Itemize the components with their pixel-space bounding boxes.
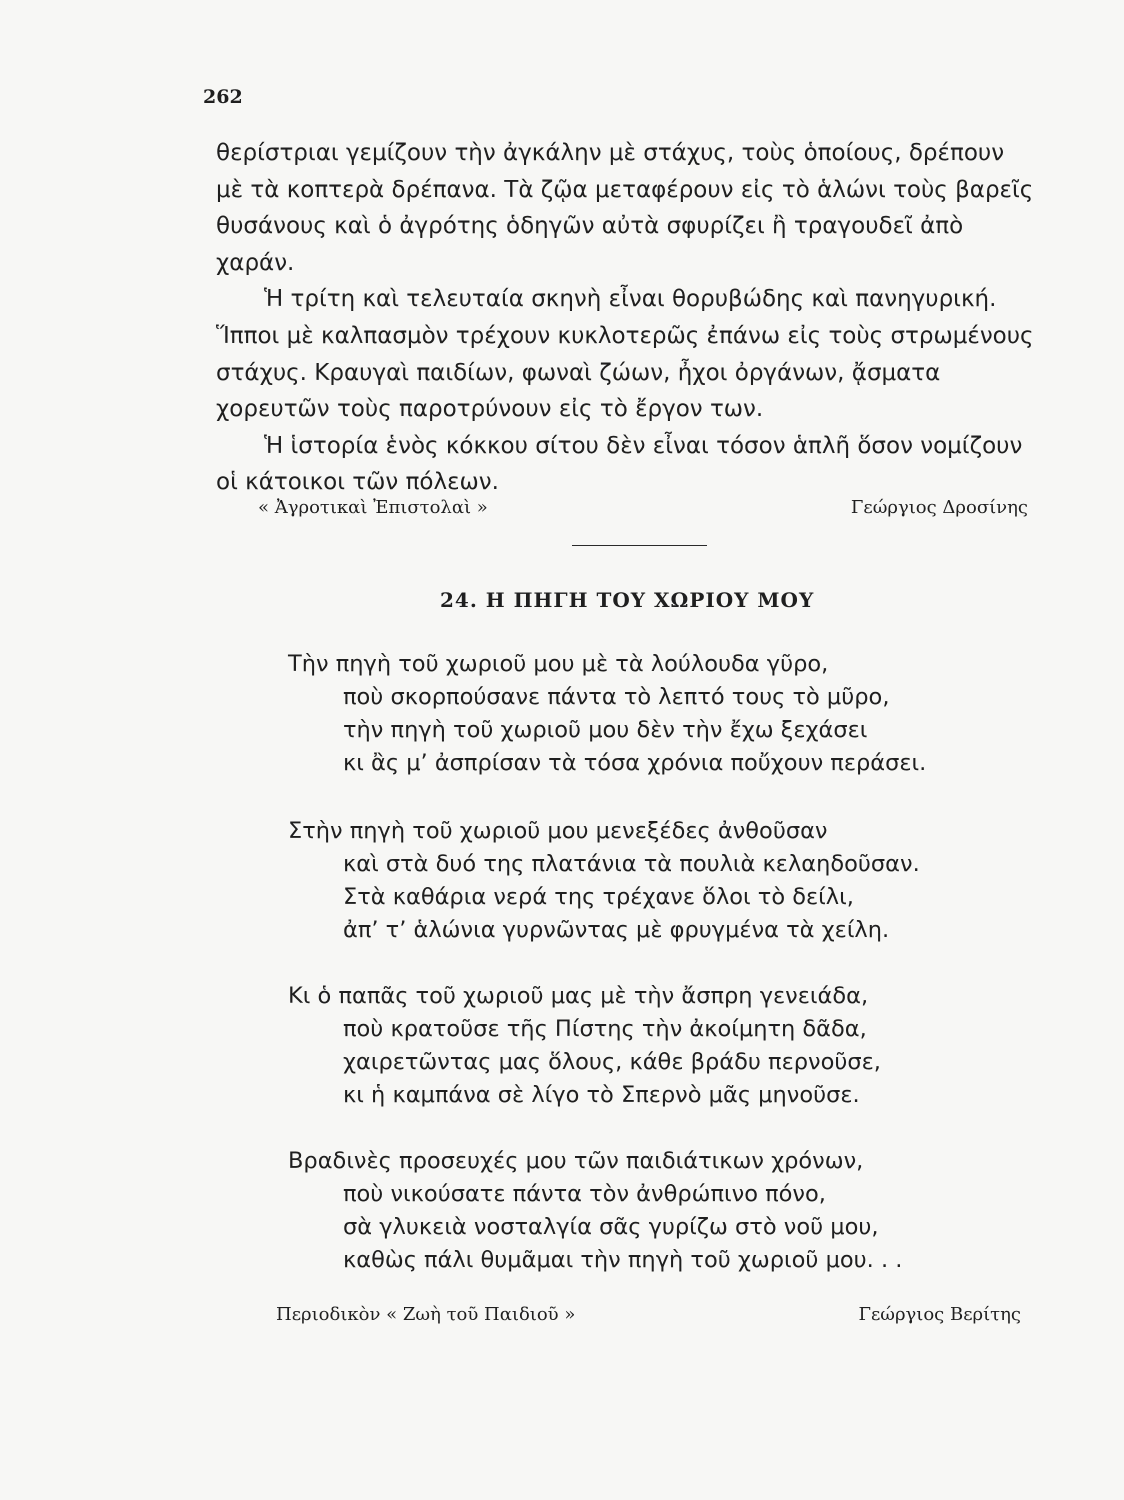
poem-line: τὴν πηγὴ τοῦ χωριοῦ μου δὲν τὴν ἔχω ξεχάσει <box>343 717 868 743</box>
poem-line: χαιρετῶντας μας ὅλους, κάθε βράδυ περνοῦσε, <box>343 1049 881 1075</box>
section-divider <box>572 545 707 546</box>
poem-stanza <box>288 815 1008 947</box>
attribution-veritis <box>276 1304 1021 1325</box>
poem-line: καθὼς πάλι θυμᾶμαι τὴν πηγὴ τοῦ χωριοῦ μου. . . <box>343 1247 903 1273</box>
attribution-source: Περιοδικὸν « Ζωὴ τοῦ Παιδιοῦ » <box>276 1304 576 1325</box>
prose-paragraph: Ἡ τρίτη καὶ τελευταία σκηνὴ εἶναι θορυβώδης καὶ πανηγυρική. Ἵπποι μὲ καλπασμὸν τρέχουν κυκλοτερῶς ἐπάνω εἰς τοὺς στρωμένους στάχυς. Κραυγαὶ παιδίων, φωναὶ ζώων, ἦχοι ὀργάνων, ᾄσματα χορευτῶν τοὺς παροτρύνουν εἰς τὸ ἔργον των. <box>216 286 1034 423</box>
poem-line: καὶ στὰ δυό της πλατάνια τὰ πουλιὰ κελαηδοῦσαν. <box>343 851 920 877</box>
attribution-source: « Ἀγροτικαὶ Ἐπιστολαὶ » <box>258 497 488 518</box>
attribution-author: Γεώργιος Βερίτης <box>858 1304 1021 1325</box>
attribution-author: Γεώργιος Δροσίνης <box>850 497 1028 518</box>
poem-line: Κι ὁ παπᾶς τοῦ χωριοῦ μας μὲ τὴν ἄσπρη γενειάδα, <box>288 983 869 1009</box>
poem-line: κι ἡ καμπάνα σὲ λίγο τὸ Σπερνὸ μᾶς μηνοῦσε. <box>343 1082 860 1108</box>
poem-line: ποὺ σκορπούσανε πάντα τὸ λεπτό τους τὸ μῦρο, <box>343 684 890 710</box>
prose-paragraph: θερίστριαι γεμίζουν τὴν ἀγκάλην μὲ στάχυς, τοὺς ὁποίους, δρέπουν μὲ τὰ κοπτερὰ δρέπανα. Τὰ ζῷα μεταφέρουν εἰς τὸ ἁλώνι τοὺς βαρεῖς θυσάνους καὶ ὁ ἀγρότης ὁδηγῶν αὐτὰ σφυρίζει ἢ τραγουδεῖ ἀπὸ χαράν. <box>216 140 1034 276</box>
poem-line: Βραδινὲς προσευχές μου τῶν παιδιάτικων χρόνων, <box>288 1148 864 1174</box>
page-number: 262 <box>203 86 243 108</box>
prose-section <box>216 135 1036 501</box>
poem-line: Τὴν πηγὴ τοῦ χωριοῦ μου μὲ τὰ λούλουδα γῦρο, <box>288 651 829 677</box>
poem-line: ἀπ’ τ’ ἁλώνια γυρνῶντας μὲ φρυγμένα τὰ χείλη. <box>343 917 890 943</box>
poem-line: Στὴν πηγὴ τοῦ χωριοῦ μου μενεξέδες ἀνθοῦσαν <box>288 818 828 844</box>
attribution-drosinis <box>258 497 1028 518</box>
poem-title: 24. Η ΠΗΓΗ ΤΟΥ ΧΩΡΙΟΥ ΜΟΥ <box>440 588 815 612</box>
poem-stanza <box>288 648 1008 780</box>
poem-line: σὰ γλυκειὰ νοσταλγία σᾶς γυρίζω στὸ νοῦ μου, <box>343 1214 879 1240</box>
prose-paragraph: Ἡ ἱστορία ἑνὸς κόκκου σίτου δὲν εἶναι τόσον ἁπλῆ ὅσον νομίζουν οἱ κάτοικοι τῶν πόλεων. <box>216 432 1023 496</box>
poem-line: κι ἂς μ’ ἀσπρίσαν τὰ τόσα χρόνια ποὔχουν περάσει. <box>343 750 927 776</box>
poem-stanza <box>288 980 1008 1112</box>
poem-line: ποὺ κρατοῦσε τῆς Πίστης τὴν ἀκοίμητη δᾶδα, <box>343 1016 867 1042</box>
poem-line: Στὰ καθάρια νερά της τρέχανε ὅλοι τὸ δείλι, <box>343 884 854 910</box>
poem-stanza <box>288 1145 1008 1277</box>
poem-line: ποὺ νικούσατε πάντα τὸν ἀνθρώπινο πόνο, <box>343 1181 826 1207</box>
